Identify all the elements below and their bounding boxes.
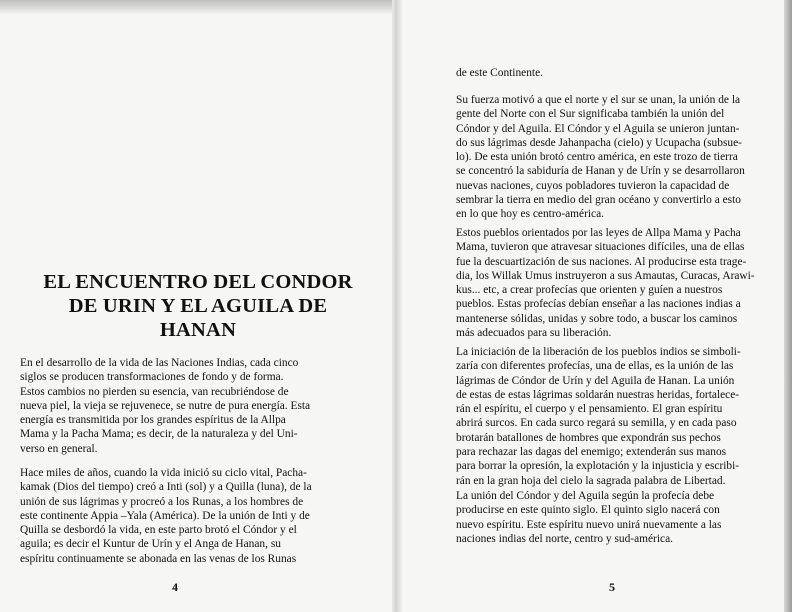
text-line: lo). De esta unión brotó centro américa, en este trozo de tierra [456,151,738,164]
text-line: unión de sus lágrimas y procreó a los Runas, a los hombres de [20,495,304,508]
text-line: rán el espíritu, el cuerpo y el pensamiento. El gran espíritu [456,403,723,416]
text-line: mantenerse sólidas, unidas y sobre todo, a buscar los caminos [456,312,738,325]
chapter-title [18,270,378,342]
book-gutter [392,0,402,612]
text-line: rán en la gran hoja del cielo la sagrada palabra de Libertad. [456,474,726,487]
text-line: aguila; es decir el Kuntur de Urín y el Anga de Hanan, su [20,538,281,551]
text-line: para borrar la opresión, la explotación y la injusticia y escribi- [456,460,740,473]
text-line: en lo que hoy es centro-américa. [456,208,605,221]
text-line: Quilla se desbordó la vida, en este parto brotó el Cóndor y el [20,524,297,537]
text-line: La iniciación de la liberación de los pueblos indios se simboli- [456,346,741,358]
paragraph [20,466,372,566]
text-line: Su fuerza motivó a que el norte y el sur se unan, la unión de la [456,94,741,106]
text-line: para rechazar las dagas del enemigo; extenderán sus manos [456,446,727,459]
page-edge-shadow [0,0,396,14]
text-line: En el desarrollo de la vida de las Naciones Indias, cada cinco [20,357,299,369]
text-line: Mama, tuvieron que atravesar situaciones difíciles, una de ellas [456,241,745,254]
text-line: nueva piel, la vieja se rejuvenece, se nutre de pura energía. Esta [20,399,311,412]
text-line: se concentró la sabiduría de Hanan y de Urín y se desarrollaron [456,165,745,178]
text-line: Mama y la Pacha Mama; es decir, de la naturaleza y del Uni- [20,428,298,441]
text-line: fue la descuartización de sus naciones. Al producirse esta trage- [456,255,747,268]
text-line: pueblos. Estas profecías debían enseñar a las naciones indias a [456,298,741,311]
title-line: EL ENCUENTRO DEL CONDOR [43,271,353,293]
text-line: dia, los Willak Umus instruyeron a sus Amautas, Curacas, Arawi- [456,269,755,282]
text-line: naciones indias del norte, centro y sud-américa. [456,532,673,545]
paragraph [456,345,772,488]
text-line: zaría con diferentes profecías, una de ellas, es la unión de las [456,360,734,373]
text-line: lágrimas de Cóndor de Urín y del Aguila de Hanan. La unión [456,374,735,387]
text-line: kamak (Dios del tiempo) creó a Inti (sol) y a Quilla (luna), de la [20,481,312,494]
paragraph [456,66,772,80]
text-line: siglos se producen transformaciones de fondo y de forma. [20,371,284,384]
page-number: 5 [609,580,615,594]
paragraph [456,93,772,222]
title-line: DE URIN Y EL AGUILA DE [68,295,328,317]
text-line: de estas de estas lágrimas soldarán nuestras heridas, fortalece- [456,388,740,401]
text-line: este continente Appia –Yala (América). De la unión de Inti y de [20,509,310,522]
text-line: abrirá surcos. En cada surco regará su semilla, y en cada paso [456,417,737,430]
title-line: HANAN [159,319,237,341]
text-line: espíritu continuamente se abonada en las venas de los Runas [20,552,297,565]
text-line: nuevas naciones, cuyos pobladores tuvieron la capacidad de [456,179,730,192]
text-line: La unión del Cóndor y del Aguila según la profecía debe [456,490,715,502]
text-line: sembrar la tierra en medio del gran océano y convertirlo a esto [456,194,741,207]
text-line: verso en general. [20,442,98,455]
paragraph [456,489,772,546]
paragraph [456,226,772,340]
text-line: Hace miles de años, cuando la vida inició su ciclo vital, Pacha- [20,467,307,479]
text-line: Cóndor y del Aguila. El Cóndor y el Aguila se unieron juntan- [456,122,740,135]
text-line: gente del Norte con el Sur significaba también la unión del [456,108,725,121]
right-page [396,0,792,612]
text-line: nuevo espíritu. Este espíritu nuevo unirá nuevamente a las [456,518,722,531]
text-line: brotarán batallones de hombres que expondrán sus pechos [456,431,721,444]
text-line: energía es transmitida por los grandes espíritus de la Allpa [20,414,286,427]
text-line: Estos pueblos orientados por las leyes de Allpa Mama y Pacha [456,227,741,239]
text-line: más adecuados para su liberación. [456,327,612,340]
page-edge-shadow [784,0,792,612]
text-line: kus... etc, a crear profecías que orienten y guíen a nuestros [456,284,723,297]
paragraph [20,356,372,456]
text-line: do sus lágrimas desde Jahanpacha (cielo) y Ucupacha (subsue- [456,136,742,149]
page-number: 4 [172,580,178,594]
text-line: de este Continente. [456,67,543,79]
text-line: Estos cambios no pierden su esencia, van recubriéndose de [20,385,289,398]
text-line: producirse en este quinto siglo. El quinto siglo nacerá con [456,504,720,517]
